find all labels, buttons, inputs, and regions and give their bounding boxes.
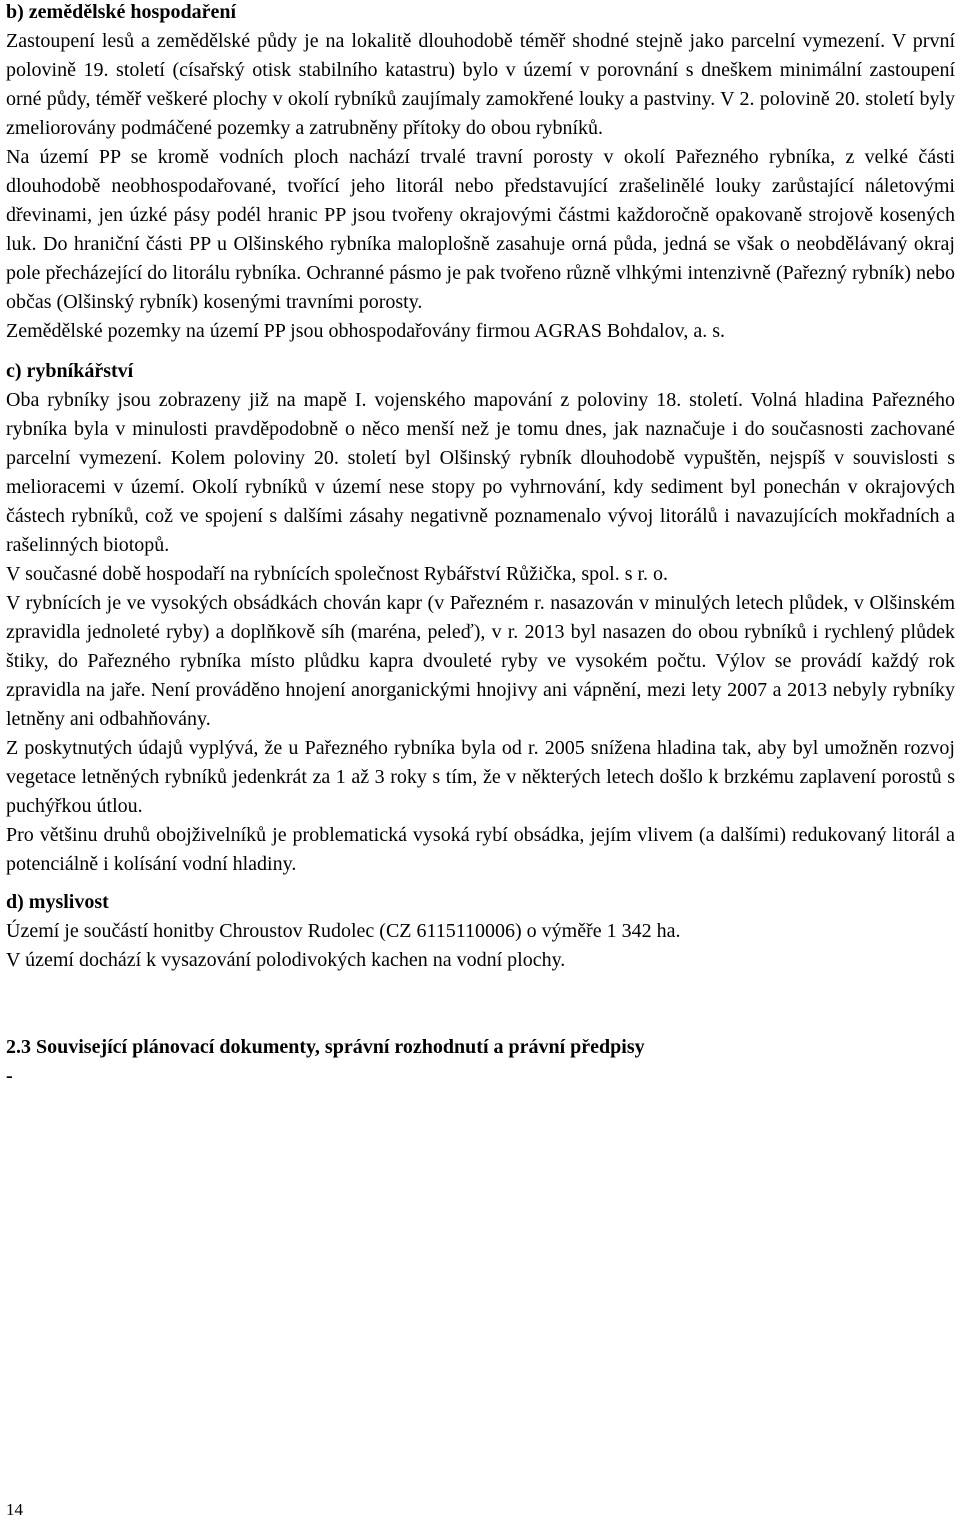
- section-c-paragraph: Z poskytnutých údajů vyplývá, že u Pařezného rybníka byla od r. 2005 snížena hladina tak, aby byl umožněn rozvoj vegetace letněných rybníků jedenkrát za 1 až 3 roky s tím, že v některých letech došlo k brzkému zaplavení porostů s puchýřkou útlou.: [6, 737, 955, 817]
- section-c: [6, 357, 955, 879]
- section-2-3: [6, 1033, 955, 1091]
- section-d-paragraph: Území je součástí honitby Chroustov Rudolec (CZ 6115110006) o výměře 1 342 ha.: [6, 920, 681, 942]
- section-c-paragraph: Oba rybníky jsou zobrazeny již na mapě I. vojenského mapování z poloviny 18. století. Volná hladina Pařezného rybníka byla v minulosti pravděpodobně o něco menší než je tomu dnes, jak naznačuje i do současnosti zachované parcelní vymezení. Kolem poloviny 20. století byl Olšinský rybník dlouhodobě vypuštěn, nejspíš v souvislosti s melioracemi v území. Okolí rybníků v území nese stopy po vyhrnování, kdy sediment byl ponechán v okrajových částech rybníků, což ve spojení s dalšími zásahy negativně poznamenalo vývoj litorálů i navazujících mokřadních a rašelinných biotopů.: [6, 389, 955, 556]
- section-c-paragraph: V rybnících je ve vysokých obsádkách chován kapr (v Pařezném r. nasazován v minulých letech plůdek, v Olšinském zpravidla jednoleté ryby) a doplňkově síh (maréna, peleď), v r. 2013 byl nasazen do obou rybníků i rychlený plůdek štiky, do Pařezného rybníka místo plůdku kapra dvouleté ryby ve vysokém počtu. Výlov se provádí každý rok zpravidla na jaře. Není prováděno hnojení anorganickými hnojivy ani vápnění, mezi lety 2007 a 2013 nebyly rybníky letněny ani odbahňovány.: [6, 592, 955, 730]
- section-c-paragraph: V současné době hospodaří na rybnících společnost Rybářství Růžička, spol. s r. o.: [6, 563, 669, 585]
- section-c-paragraph: Pro většinu druhů obojživelníků je problematická vysoká rybí obsádka, jejím vlivem (a dalšími) redukovaný litorál a potenciálně i kolísání vodní hladiny.: [6, 824, 955, 875]
- document-page: [6, 0, 955, 1091]
- page-number: 14: [6, 1500, 23, 1519]
- section-b-heading: b) zemědělské hospodaření: [6, 1, 236, 23]
- section-2-3-content: -: [6, 1065, 13, 1087]
- section-b-paragraph: Na území PP se kromě vodních ploch nachází trvalé travní porosty v okolí Pařezného rybníka, z velké části dlouhodobě neobhospodařované, tvořící jeho litorál nebo představující zrašelinělé louky zarůstající náletovými dřevinami, jen úzké pásy podél hranic PP jsou tvořeny okrajovými částmi každoročně opakovaně strojově kosených luk. Do hraniční části PP u Olšinského rybníka maloplošně zasahuje orná půda, jedná se však o neobdělávaný okraj pole přecházející do litorálu rybníka. Ochranné pásmo je pak tvořeno různě vlhkými intenzivně (Pařezný rybník) nebo občas (Olšinský rybník) kosenými travními porosty.: [6, 146, 955, 313]
- section-d-paragraph: V území dochází k vysazování polodivokých kachen na vodní plochy.: [6, 949, 566, 971]
- section-d: [6, 888, 955, 975]
- section-b-paragraph: Zemědělské pozemky na území PP jsou obhospodařovány firmou AGRAS Bohdalov, a. s.: [6, 320, 725, 342]
- section-d-heading: d) myslivost: [6, 891, 109, 913]
- section-c-heading: c) rybníkářství: [6, 360, 134, 382]
- section-b: [6, 0, 955, 346]
- section-2-3-heading: 2.3 Související plánovací dokumenty, správní rozhodnutí a právní předpisy: [6, 1036, 645, 1058]
- section-b-paragraph: Zastoupení lesů a zemědělské půdy je na lokalitě dlouhodobě téměř shodné stejně jako parcelní vymezení. V první polovině 19. století (císařský otisk stabilního katastru) bylo v území v porovnání s dneškem minimální zastoupení orné půdy, téměř veškeré plochy v okolí rybníků zaujímaly zamokřené louky a pastviny. V 2. polovině 20. století byly zmeliorovány podmáčené pozemky a zatrubněny přítoky do obou rybníků.: [6, 30, 955, 139]
